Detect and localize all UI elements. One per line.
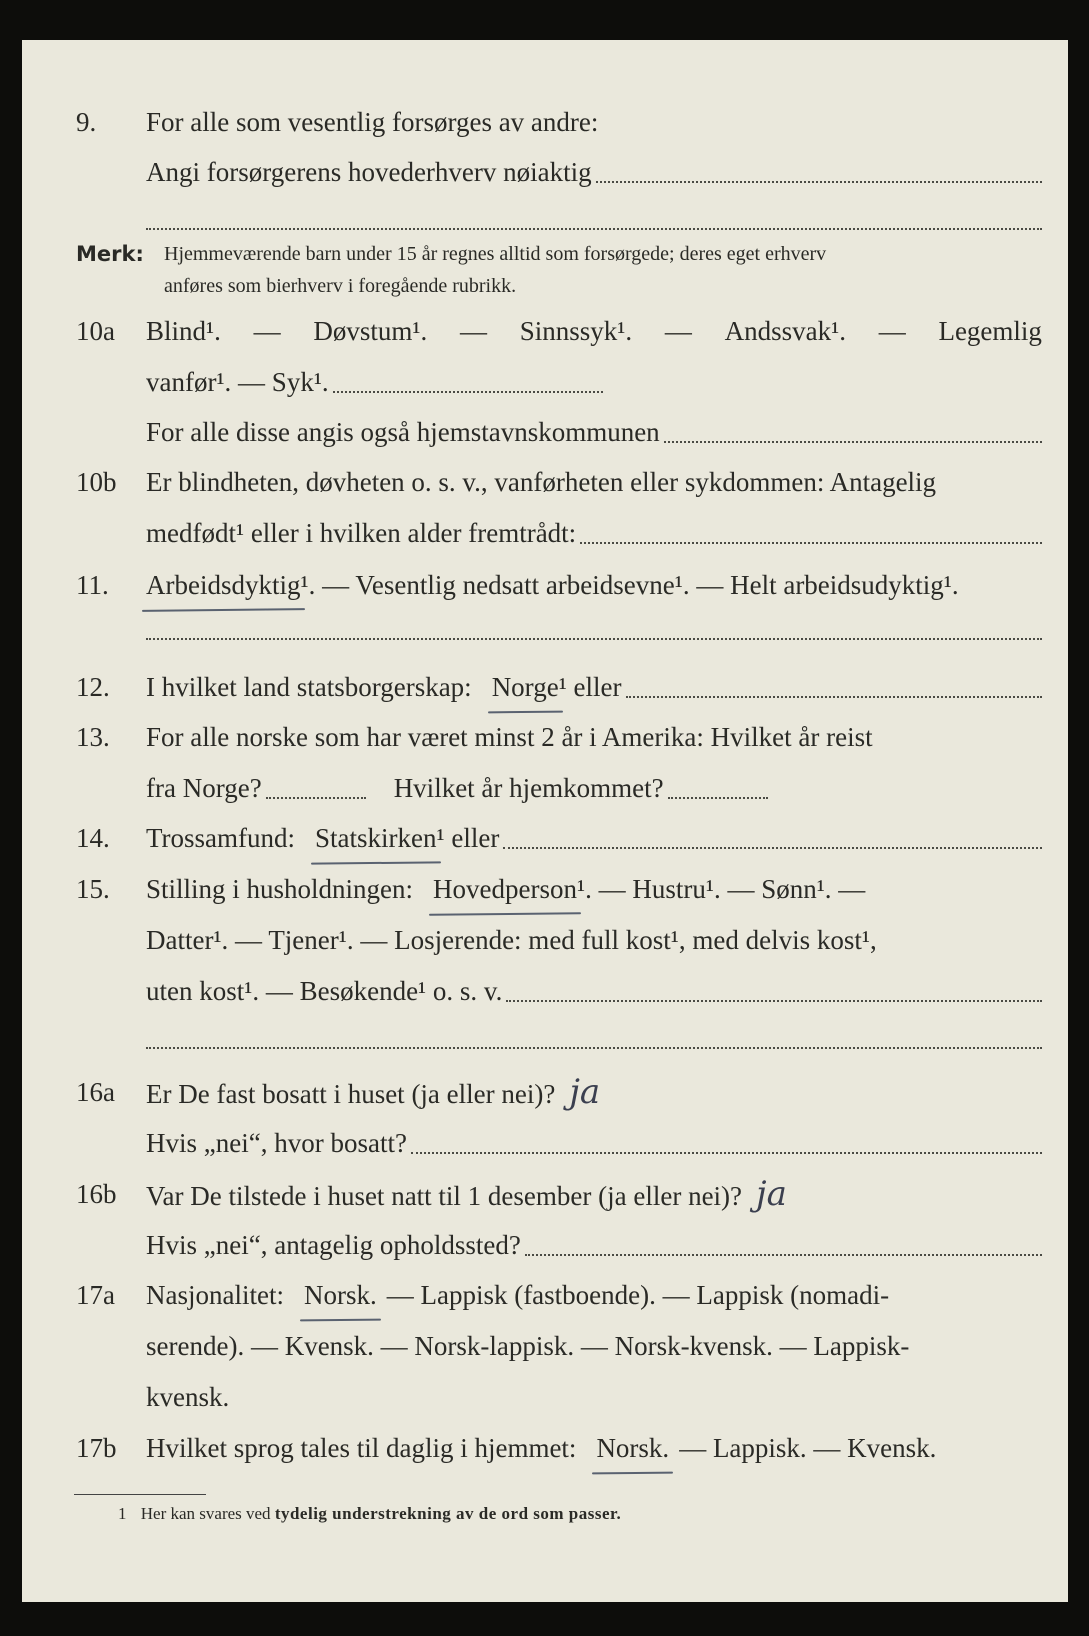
q13-line1 [22, 717, 1068, 757]
q15-label: Stilling i husholdningen: [146, 874, 414, 904]
q16a-where-label: Hvis „nei“, hvor bosatt? [146, 1128, 407, 1158]
q16a-line1 [22, 1072, 1068, 1112]
q14-number: 14. [76, 823, 110, 853]
q16b-stay-field[interactable] [525, 1254, 1042, 1256]
q10a-line3 [22, 412, 1068, 452]
q13-return-label: Hvilket år hjemkommet? [393, 773, 664, 803]
q17a-number: 17a [76, 1280, 115, 1310]
q12-line [22, 667, 1068, 707]
q9-line2 [22, 152, 1068, 192]
census-form-page [22, 40, 1068, 1602]
q10a-line2 [22, 362, 1068, 402]
q17b-label: Hvilket sprog tales til daglig i hjemmet: [146, 1433, 577, 1463]
q13-text: For alle norske som har været minst 2 år i Amerika: Hvilket år reist [146, 722, 873, 752]
option-andssvak: Andssvak¹. [724, 316, 846, 346]
q10a-options [146, 311, 1042, 351]
q15-options-line2: Datter¹. — Tjener¹. — Losjerende: med full kost¹, med delvis kost¹, [146, 925, 877, 955]
q17a-line1 [22, 1275, 1068, 1315]
q11-number: 11. [76, 570, 109, 600]
option-legemlig: Legemlig [938, 316, 1042, 346]
q13-left-label: fra Norge? [146, 773, 262, 803]
q17a-line3 [22, 1377, 1068, 1417]
q10a-number: 10a [76, 316, 115, 346]
dash: — [253, 316, 281, 346]
option-blind: Blind¹. [146, 316, 221, 346]
q9-provider-field[interactable] [596, 181, 1042, 183]
footnote-rule [74, 1494, 206, 1495]
q9-number: 9. [76, 107, 97, 137]
q17a-options: — Lappisk (fastboende). — Lappisk (nomadi- [386, 1280, 890, 1310]
q15-options: ¹. — Hustru¹. — Sønn¹. — [577, 874, 866, 904]
q15-line1 [22, 869, 1068, 909]
merk-label: Merk: [76, 242, 144, 266]
q17b-line [22, 1428, 1068, 1468]
q13-line2 [22, 768, 1068, 808]
merk-note [76, 238, 1042, 297]
q17a-options-line3: kvensk. [146, 1382, 230, 1412]
q15-options-line3: uten kost¹. — Besøkende¹ o. s. v. [146, 976, 503, 1006]
q17b-number: 17b [76, 1433, 117, 1463]
dash: — [459, 316, 487, 346]
footnote-bold-text: tydelig understrekning av de ord som passer. [274, 1504, 622, 1523]
q10b-line2 [22, 513, 1068, 553]
q15-line2 [22, 920, 1068, 960]
q10b-text: Er blindheten, døvheten o. s. v., vanførheten eller sykdommen: Antagelig [146, 467, 937, 497]
dash: — [878, 316, 906, 346]
q10b-line1 [22, 462, 1068, 502]
q14-label: Trossamfund: [146, 823, 296, 853]
q14-other-field[interactable] [503, 847, 1042, 849]
q10a-home-municipality-label: For alle disse angis også hjemstavnskommunen [146, 417, 660, 447]
q9-extra-field[interactable] [146, 228, 1042, 230]
q14-line [22, 818, 1068, 858]
q10b-onset-label: medfødt¹ eller i hvilken alder fremtrådt: [146, 518, 577, 548]
q17a-answer-norsk[interactable]: Norsk. [304, 1275, 377, 1315]
q16b-handwritten-answer[interactable]: ja [756, 1174, 787, 1214]
q11-line [22, 565, 1068, 605]
q12-other-field[interactable] [626, 696, 1043, 698]
q10a-line1 [22, 311, 1068, 351]
option-sinnssyk: Sinnssyk¹. [519, 316, 633, 346]
q16b-line1 [22, 1174, 1068, 1214]
q17b-answer-norsk[interactable]: Norsk. [596, 1428, 669, 1468]
q10b-number: 10b [76, 467, 117, 497]
q10a-home-municipality-field[interactable] [664, 441, 1042, 443]
q16a-question: Er De fast bosatt i huset (ja eller nei)? [146, 1079, 556, 1109]
q16a-where-field[interactable] [411, 1152, 1042, 1154]
q17a-line2 [22, 1326, 1068, 1366]
q12-post: ¹ eller [558, 672, 622, 702]
q12-answer-norge[interactable]: Norge [492, 667, 559, 707]
footnote-mark: 1 [118, 1504, 127, 1523]
footnote [118, 1502, 621, 1526]
q15-other-field[interactable] [506, 1000, 1042, 1002]
q15-extra-field[interactable] [146, 1047, 1042, 1049]
q17a-options-line2: serende). — Kvensk. — Norsk-lappisk. — Norsk-kvensk. — Lappisk- [146, 1331, 910, 1361]
q10b-onset-field[interactable] [580, 542, 1042, 544]
q9-line1 [22, 102, 1068, 142]
q10a-sick-field[interactable] [333, 391, 603, 393]
q12-number: 12. [76, 672, 110, 702]
q16b-line2 [22, 1225, 1068, 1265]
q16a-line2 [22, 1123, 1068, 1163]
q15-number: 15. [76, 874, 110, 904]
q9-text: For alle som vesentlig forsørges av andre: [146, 107, 599, 137]
q15-answer-hovedperson[interactable]: Hovedperson [433, 869, 577, 909]
q16b-question: Var De tilstede i huset natt til 1 desember (ja eller nei)? [146, 1181, 743, 1211]
merk-line1: Hjemmeværende barn under 15 år regnes alltid som forsørgede; deres eget erhverv [164, 243, 827, 265]
q11-options: ¹. — Vesentlig nedsatt arbeidsevne¹. — Helt arbeidsudyktig¹. [300, 570, 959, 600]
q13-left-field[interactable] [266, 797, 366, 799]
q12-label: I hvilket land statsborgerskap: [146, 672, 472, 702]
q16a-handwritten-answer[interactable]: ja [569, 1072, 601, 1112]
q16b-number: 16b [76, 1179, 117, 1209]
q11-extra-field[interactable] [146, 638, 1042, 640]
q14-answer-statskirken[interactable]: Statskirken [315, 818, 437, 858]
q16b-stay-label: Hvis „nei“, antagelig opholdssted? [146, 1230, 521, 1260]
q13-number: 13. [76, 722, 110, 752]
dash: — [664, 316, 692, 346]
q13-return-field[interactable] [668, 797, 768, 799]
q9-provider-label: Angi forsørgerens hovederhverv nøiaktig [146, 157, 592, 187]
option-dovstum: Døvstum¹. [313, 316, 428, 346]
footnote-text: Her kan svares ved [140, 1504, 271, 1523]
q11-answer-arbeidsdyktig[interactable]: Arbeidsdyktig [146, 565, 301, 605]
q17b-options: — Lappisk. — Kvensk. [679, 1433, 937, 1463]
q10a-line2-text: vanfør¹. — Syk¹. [146, 367, 329, 397]
q16a-number: 16a [76, 1077, 115, 1107]
q17a-label: Nasjonalitet: [146, 1280, 284, 1310]
q14-post: ¹ eller [436, 823, 500, 853]
q15-line3 [22, 971, 1068, 1011]
merk-line2: anføres som bierhverv i foregående rubrikk. [164, 275, 517, 297]
